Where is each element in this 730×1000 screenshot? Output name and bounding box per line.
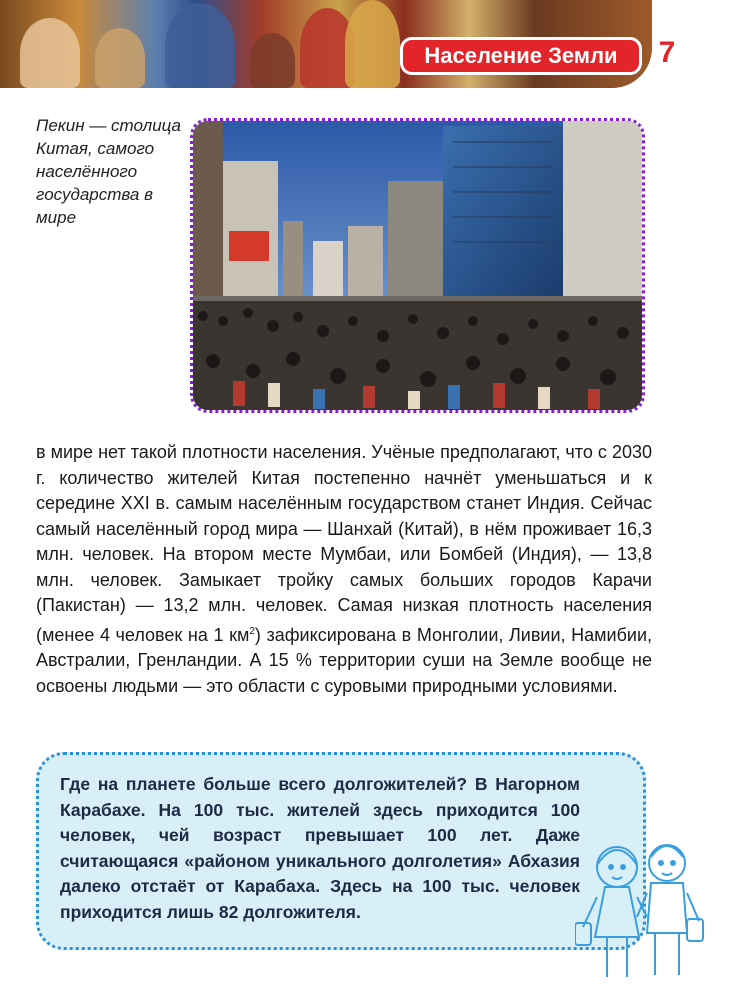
photo-caption: Пекин — столица Китая, самого населённого государства в мире (36, 116, 182, 227)
photo-crowd-beijing (190, 118, 645, 413)
kids-drawing-icon (575, 835, 705, 990)
banner-figure-icon (20, 18, 80, 88)
section-title: Население Земли (400, 37, 642, 75)
body-paragraph (36, 440, 652, 699)
superscript-2: 2 (249, 625, 255, 637)
banner-figure-icon (95, 28, 145, 88)
page-number: 7 (658, 36, 676, 69)
banner-figure-icon (345, 0, 400, 88)
banner-figure-icon (250, 33, 295, 88)
fact-box-text: Где на планете больше всего долгожителей? В Нагорном Карабахе. На 100 тыс. жителей здесь приходится 100 человек, чей возраст превышает 100 лет. Даже считающаяся «районом уникального долголетия» Абхазия далеко отстаёт от Карабаха. Здесь на 100 тыс. человек приходится лишь 82 долгожителя. (60, 774, 580, 922)
body-text-part: в мире нет такой плотности населения. Учёные предполагают, что с 2030 г. количество жителей Китая постепенно начнёт уменьшаться и к середине XXI в. самым населённым государством станет Индия. Сейчас самый населённый город мира — Шанхай (Китай), в нём проживает 16,3 млн. человек. На втором месте Мумбаи, или Бомбей (Индия), — 13,8 млн. человек. Замыкает тройку самых больших городов Карачи (Пакистан) — 13,2 млн. человек. Самая низкая плотность населения (менее 4 человек на 1 км (36, 442, 652, 645)
body-text-part: ) зафиксирована в Монголии, Ливии, Намибии, Австралии, Гренландии. А 15 % территории суши на Земле вообще не освоены людьми — это области с суровыми природными условиями. (36, 624, 652, 696)
banner-figure-icon (165, 3, 235, 88)
